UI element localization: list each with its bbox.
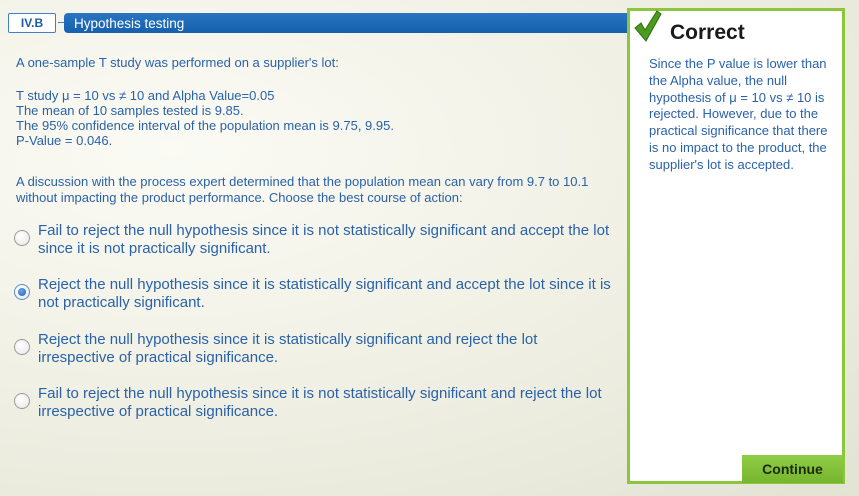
fact-confidence-interval: The 95% confidence interval of the population mean is 9.75, 9.95. (16, 118, 394, 133)
feedback-panel (627, 8, 845, 484)
answer-option-label: Reject the null hypothesis since it is statistically significant and accept the lot since it is not practically significant. (38, 276, 611, 311)
answer-option-4[interactable] (14, 385, 614, 421)
radio-button-1[interactable] (14, 230, 30, 246)
answer-option-2[interactable] (14, 276, 614, 312)
question-discussion: A discussion with the process expert determined that the population mean can vary from 9.7 to 10.1 without impacting the product performance. Choose the best course of action: (16, 174, 589, 205)
page-title: Hypothesis testing (64, 13, 630, 33)
feedback-title: Correct (670, 21, 745, 44)
continue-button[interactable]: Continue (742, 455, 843, 483)
question-facts (16, 88, 394, 148)
answer-option-label: Fail to reject the null hypothesis since it is not statistically significant and accept the lot since it is not practically significant. (38, 222, 610, 257)
checkmark-icon (632, 9, 662, 43)
radio-button-2[interactable] (14, 284, 30, 300)
section-badge: IV.B (8, 13, 56, 33)
answer-option-label: Reject the null hypothesis since it is statistically significant and reject the lot irrespective of practical significance. (38, 331, 538, 366)
answer-option-3[interactable] (14, 331, 614, 367)
feedback-text: Since the P value is lower than the Alpha value, the null hypothesis of μ = 10 vs ≠ 10 is rejected. However, due to the practical significance that there is no impact to the product, the supplier's lot is accepted. (649, 56, 828, 172)
fact-sample-mean: The mean of 10 samples tested is 9.85. (16, 103, 244, 118)
fact-p-value: P-Value = 0.046. (16, 133, 113, 148)
header (8, 13, 622, 33)
fact-hypothesis: T study μ = 10 vs ≠ 10 and Alpha Value=0.05 (16, 88, 275, 103)
radio-button-3[interactable] (14, 339, 30, 355)
answer-option-label: Fail to reject the null hypothesis since it is not statistically significant and reject the lot irrespective of practical significance. (38, 385, 602, 420)
question-intro: A one-sample T study was performed on a supplier's lot: (16, 55, 339, 70)
answer-option-1[interactable] (14, 222, 614, 258)
radio-button-4[interactable] (14, 393, 30, 409)
